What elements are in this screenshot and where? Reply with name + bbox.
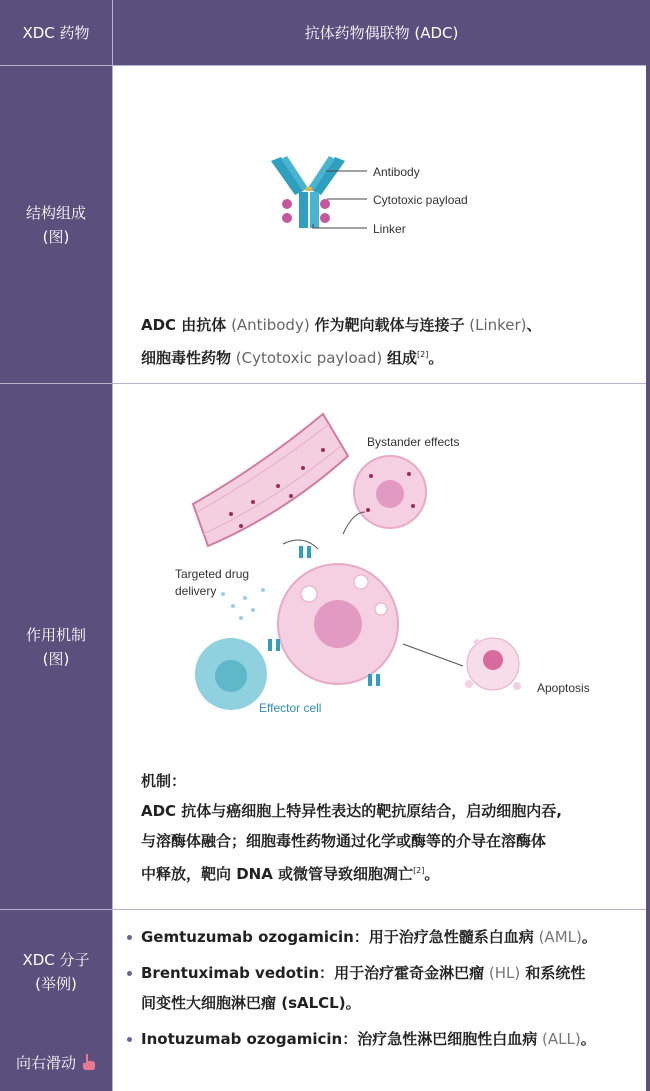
separator: ： — [353, 928, 369, 946]
molecule-end: 和系统性 — [520, 964, 586, 982]
bystander-cell-icon — [354, 456, 426, 528]
mechanism-label-sub: (图) — [42, 649, 70, 668]
molecules-label-cell — [0, 910, 112, 1091]
label-apoptosis: Apoptosis — [537, 681, 590, 695]
pointing-hand-icon — [80, 1053, 96, 1071]
cancer-cell-icon — [278, 564, 398, 684]
molecule-abbr: (HL) — [484, 964, 521, 982]
mechanism-label: 作用机制 — [25, 625, 86, 644]
separator: ： — [319, 964, 335, 982]
bullet-icon — [127, 935, 132, 940]
desc-end: 。 — [428, 349, 444, 367]
desc-part3: 作为靶向载体与连接子 — [314, 316, 465, 334]
adc-structure-diagram — [113, 66, 650, 266]
legend-linker: Linker — [373, 222, 406, 236]
molecule-abbr: (ALL) — [537, 1030, 581, 1048]
header-left-cell — [0, 0, 112, 66]
molecule-abbr: (AML) — [533, 928, 582, 946]
structure-label-cell — [0, 66, 112, 384]
mechanism-end: 。 — [424, 865, 440, 883]
mechanism-line3: 中释放，靶向 DNA 或微管导致细胞凋亡 — [141, 865, 414, 883]
desc-part7: (Cytotoxic payload) — [231, 349, 387, 367]
bullet-icon — [127, 971, 132, 976]
molecule-list — [127, 922, 636, 1060]
apoptosis-cell-icon — [465, 638, 521, 690]
blood-vessel-icon — [193, 414, 348, 546]
mechanism-content-cell — [113, 384, 650, 910]
desc-part2: (Antibody) — [226, 316, 315, 334]
swipe-hint[interactable] — [0, 1051, 112, 1075]
desc-part6: 细胞毒性药物 — [141, 349, 232, 367]
molecule-name: Inotuzumab ozogamicin — [141, 1030, 343, 1048]
desc-part4: (Linker) — [464, 316, 527, 334]
molecule-end: 。 — [580, 1030, 596, 1048]
column-divider — [112, 0, 113, 1091]
molecule-name: Gemtuzumab ozogamicin — [141, 928, 354, 946]
molecule-text: 治疗急性淋巴细胞性白血病 — [357, 1030, 538, 1048]
mechanism-line2: 与溶酶体融合；细胞毒性药物通过化学或酶等的介导在溶酶体 — [141, 832, 547, 850]
molecule-name: Brentuximab vedotin — [141, 964, 320, 982]
molecule-text: 用于治疗急性髓系白血病 — [368, 928, 534, 946]
label-targeted-2: delivery — [175, 584, 217, 598]
swipe-label: 向右滑动 — [15, 1054, 76, 1072]
structure-label: 结构组成 — [25, 203, 86, 222]
molecule-text-2: 间变性大细胞淋巴瘤 (sALCL)。 — [141, 994, 361, 1012]
desc-part8: 组成 — [386, 349, 417, 367]
mechanism-label-cell — [0, 384, 112, 910]
right-border — [646, 0, 650, 1091]
list-item — [127, 922, 636, 952]
header-right-label: 抗体药物偶联物 (ADC) — [304, 24, 459, 42]
legend-antibody: Antibody — [373, 165, 420, 179]
header-right-cell — [113, 0, 650, 66]
bullet-icon — [127, 1037, 132, 1042]
mechanism-title: 机制： — [141, 772, 187, 790]
effector-cell-icon — [195, 638, 267, 710]
molecule-end: 。 — [581, 928, 597, 946]
structure-description — [141, 310, 641, 373]
molecule-text: 用于治疗霍奇金淋巴瘤 — [334, 964, 485, 982]
desc-ref: [2] — [417, 350, 429, 359]
molecules-content-cell — [113, 910, 650, 1091]
label-effector: Effector cell — [259, 701, 322, 715]
legend-payload: Cytotoxic payload — [373, 193, 468, 207]
molecules-label-sub: (举例) — [35, 975, 77, 993]
list-item — [127, 1024, 636, 1054]
label-bystander: Bystander effects — [367, 435, 460, 449]
mechanism-line1: ADC 抗体与癌细胞上特异性表达的靶抗原结合，启动细胞内吞, — [141, 802, 562, 820]
label-targeted-1: Targeted drug — [175, 567, 250, 581]
desc-part5: 、 — [526, 316, 542, 334]
structure-content-cell — [113, 66, 650, 384]
mechanism-ref: [2] — [413, 866, 425, 875]
separator: ： — [342, 1030, 358, 1048]
desc-part1: ADC 由抗体 — [141, 316, 227, 334]
molecules-label: XDC 分子 — [22, 951, 90, 969]
list-item — [127, 958, 636, 1018]
structure-label-sub: (图) — [42, 227, 70, 246]
adc-mechanism-diagram — [113, 384, 650, 734]
header-left-label: XDC 药物 — [22, 23, 90, 42]
drug-particles-icon — [221, 588, 265, 620]
mechanism-description — [141, 766, 641, 889]
